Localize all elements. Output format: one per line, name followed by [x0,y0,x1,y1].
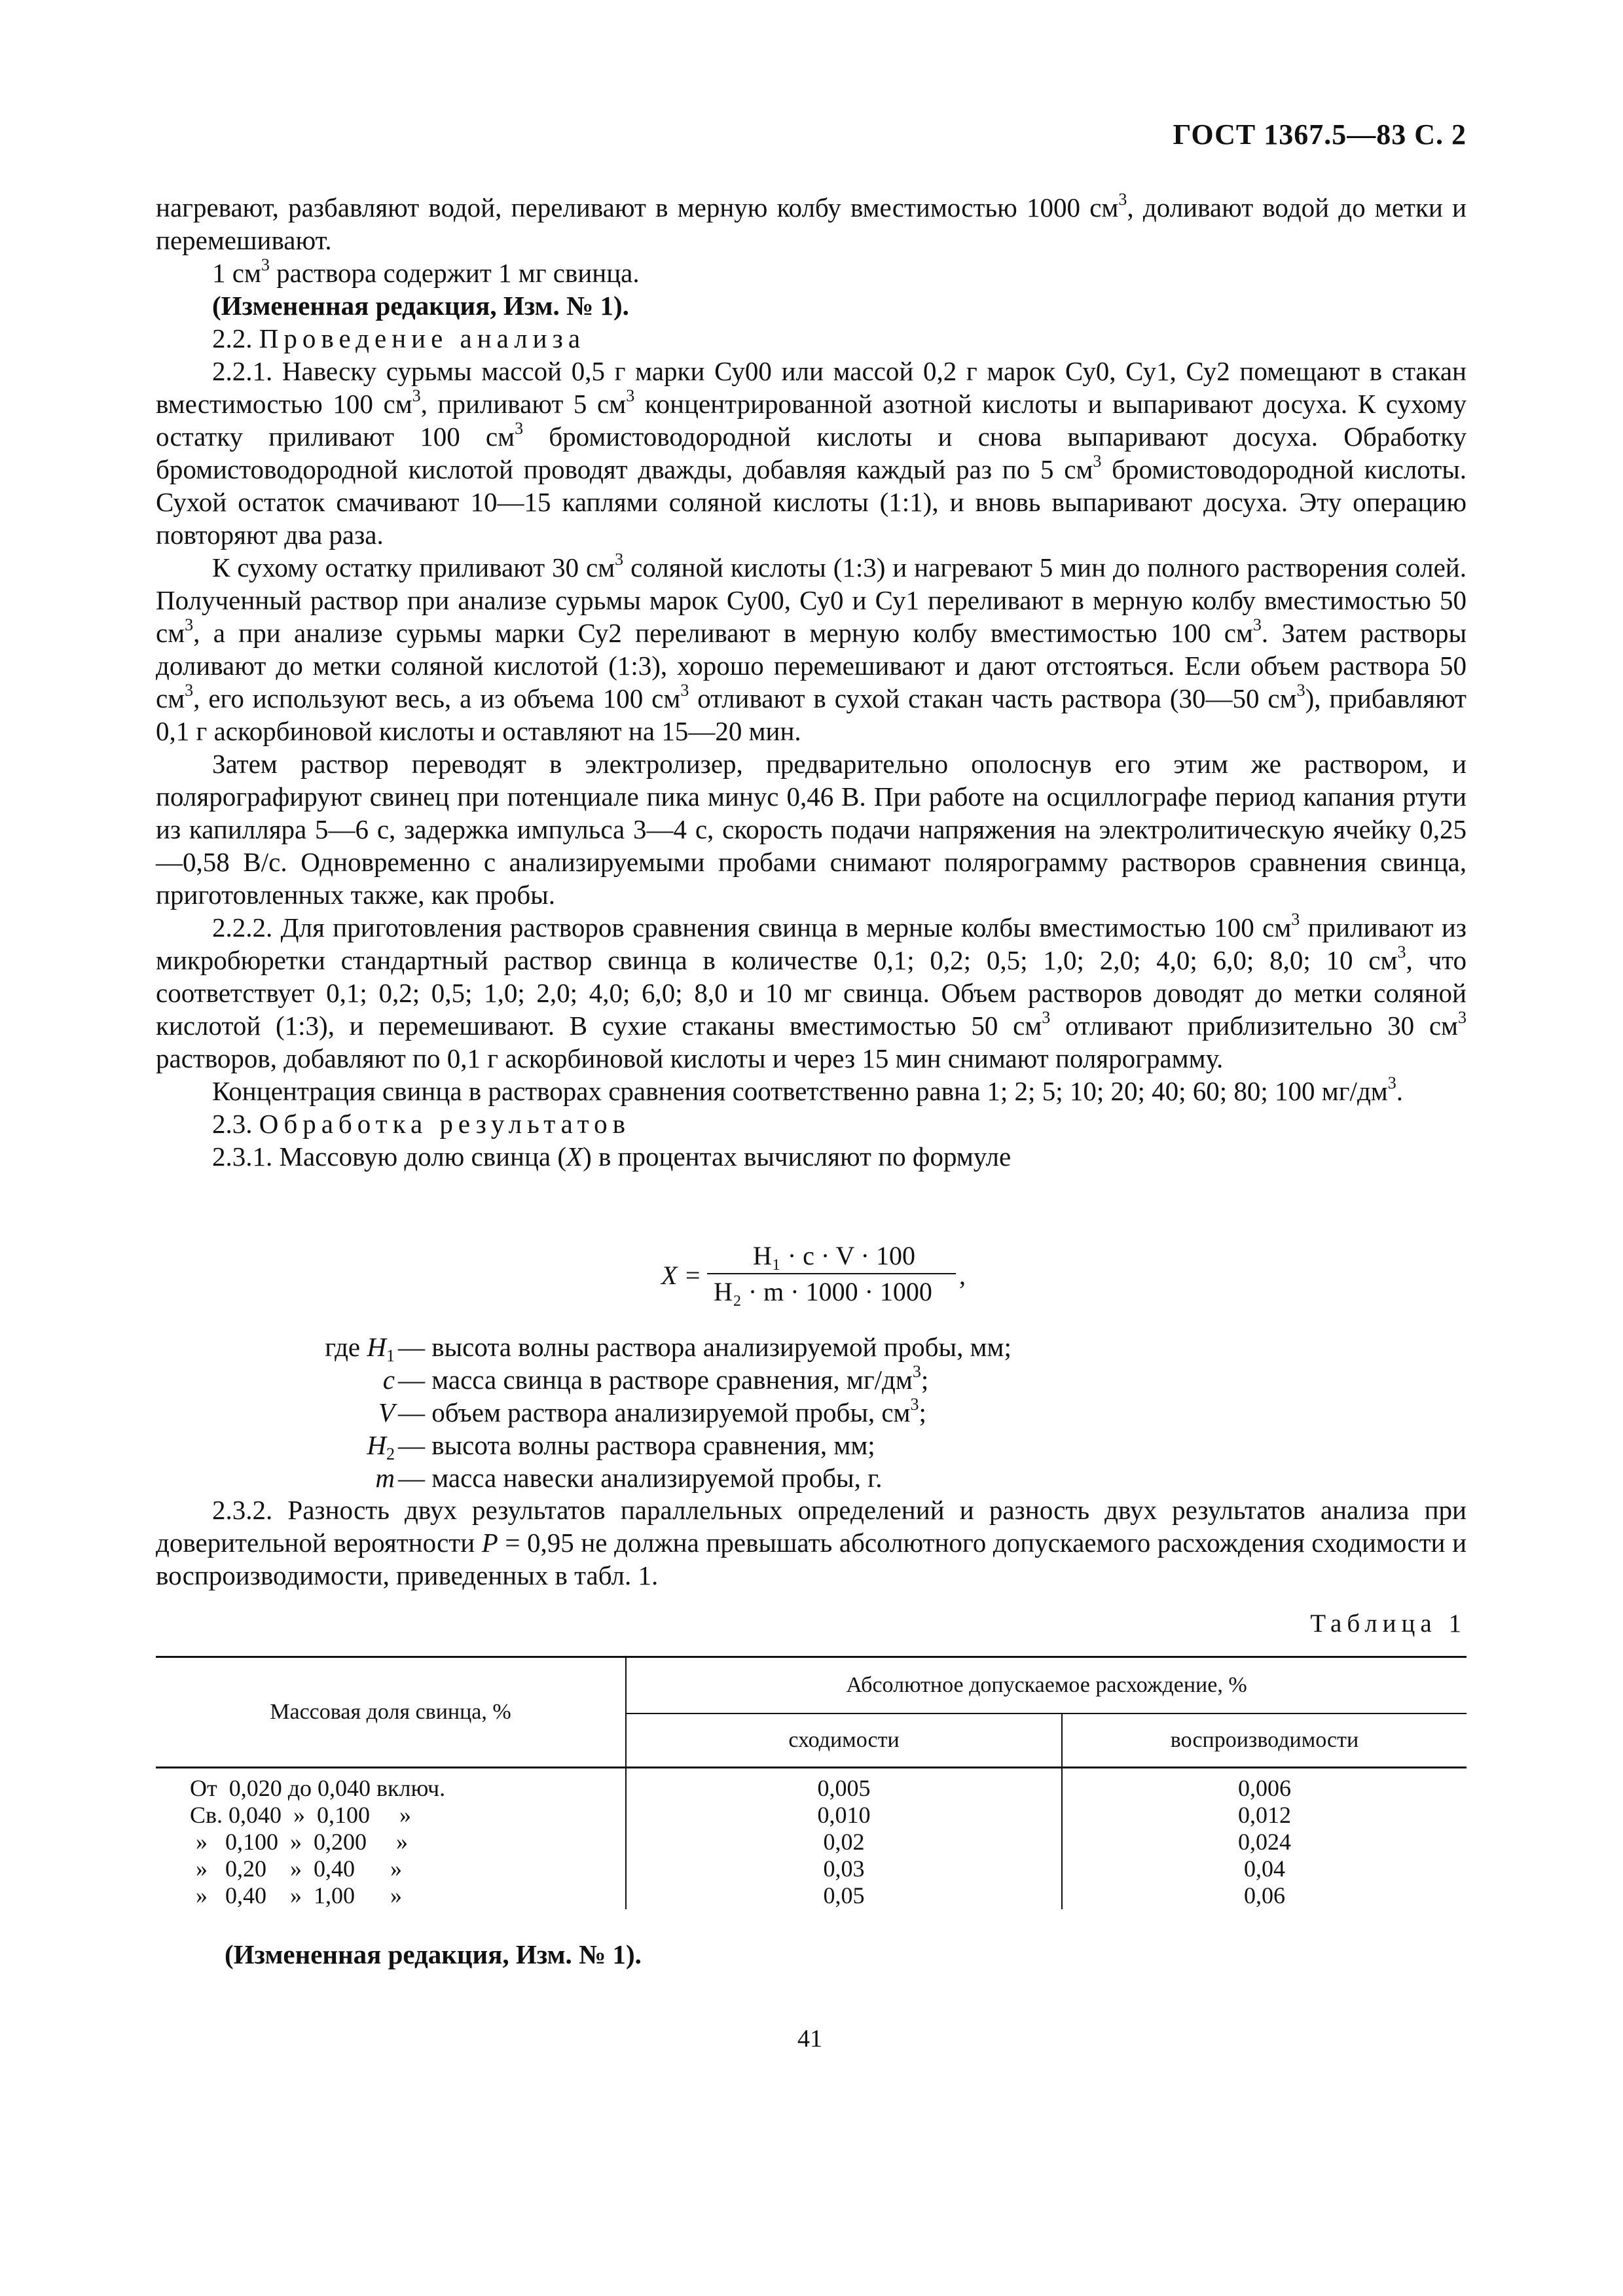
paragraph-2-2-1: 2.2.1. Навеску сурьмы массой 0,5 г марки Су00 или массой 0,2 г марок Су0, Су1, Су2 помещают в стакан вместимостью 100 $см^3$, приливают 5 $см^3$ концентрированной азотной кислоты и выпаривают досуха. К сухому остатку приливают 100 $см^3$ бромистоводородной кислоты и снова выпаривают досуха. Обработку бромистоводородной кислотой проводят дважды, добавляя каждый раз по 5 $см^3$ бромистоводородной кислоты. Сухой остаток смачивают 10—15 каплями соляной кислоты (1:1), и вновь выпаривают досуха. Эту операцию повторяют два раза. [156,356,1467,550]
variable-symbol: где $H_1$ [325,1332,395,1365]
cell-reproducibility: 0,04 [1244,1856,1285,1882]
cell-reproducibility: 0,012 [1238,1802,1291,1828]
variable-definition [156,1363,1467,1396]
variable-definition [156,1462,1467,1494]
col-header-convergence: сходимости [626,1713,1062,1768]
cell-mass-fraction-range: От 0,020 до 0,040 включ. [156,1768,626,1803]
paragraph-2-3-2-block [156,1494,1467,1592]
cell-mass-fraction-range: Св. 0,040 » 0,100 » [156,1802,626,1829]
table-row [156,1882,1467,1909]
variable-description: — масса свинца в растворе сравнения, $мг/дм^3$; [398,1362,929,1395]
variable-definition [156,1331,1467,1363]
variable-symbol: $H_2$ [367,1430,395,1463]
cell-reproducibility: 0,06 [1244,1882,1285,1909]
variable-definition [156,1396,1467,1429]
section-2-2-title: 2.2. Проведение анализа [212,323,586,353]
group-header-tolerance: Абсолютное допускаемое расхождение, % [626,1657,1467,1714]
variable-symbol: m [375,1463,395,1493]
table-row [156,1856,1467,1882]
variable-description: — масса навески анализируемой пробы, г. [398,1463,883,1493]
cell-mass-fraction-range: » 0,40 » 1,00 » [156,1882,626,1909]
cell-reproducibility: 0,024 [1238,1829,1291,1855]
formula-lhs: X = [661,1261,702,1290]
paragraph-1: нагревают, разбавляют водой, переливают в мерную колбу вместимостью 1000 $см^3$, доливают водой до метки и перемешивают. [156,190,1467,255]
table-row [156,1802,1467,1829]
cell-convergence: 0,02 [626,1829,1062,1856]
col-header-mass-fraction: Массовая доля свинца, % [156,1657,626,1768]
paragraph-2-3-1: 2.3.1. Массовую долю свинца (X) в процентах вычисляют по формуле [212,1141,1012,1172]
variable-description: — высота волны раствора сравнения, мм; [398,1430,875,1460]
tolerance-table [156,1656,1467,1909]
cell-convergence: 0,010 [626,1802,1062,1829]
cell-reproducibility: 0,006 [1238,1775,1291,1801]
amendment-note: (Измененная редакция, Изм. № 1). [212,291,629,321]
section-2-3-title: 2.3. Обработка результатов [212,1109,631,1139]
table-caption: Таблица 1 [1310,1609,1467,1638]
variable-definition [156,1429,1467,1462]
variable-definitions [156,1331,1467,1494]
formula-denominator: H₂ · m · 1000 · 1000 [714,1277,932,1306]
cell-mass-fraction-range: » 0,100 » 0,200 » [156,1829,626,1856]
cell-convergence: 0,03 [626,1856,1062,1882]
formula-numerator: H₁ · c · V · 100 [753,1241,915,1270]
fraction-bar [707,1273,956,1274]
page-number: 41 [797,2025,822,2053]
table-row [156,1768,1467,1803]
variable-symbol: V [378,1397,395,1427]
paragraph-2-3-2: 2.3.2. Разность двух результатов параллельных определений и разность двух результатов анализа при доверительной вероятности P = 0,95 не должна превышать абсолютного допускаемого расхождения сходимости и воспроизводимости, приведенных в табл. 1. [156,1495,1467,1590]
variable-symbol: c [382,1365,395,1395]
cell-convergence: 0,05 [626,1882,1062,1909]
cell-convergence: 0,005 [626,1768,1062,1803]
cell-mass-fraction-range: » 0,20 » 0,40 » [156,1856,626,1882]
paragraph-electrolyzer: Затем раствор переводят в электролизер, предварительно ополоснув его этим же раствором, и полярографируют свинец при потенциале пика минус 0,46 В. При работе на осциллографе период капания ртути из капилляра 5—6 с, задержка импульса 3—4 с, скорость подачи напряжения на электролитическую ячейку 0,25—0,58 В/с. Одновременно с анализируемыми пробами снимают полярограмму растворов сравнения свинца, приготовленных также, как пробы. [156,749,1467,910]
page-header: ГОСТ 1367.5—83 С. 2 [1173,118,1467,151]
paragraph-2: 1 $см^3$ раствора содержит 1 мг свинца. [212,255,640,288]
paragraph-2-2-2: 2.2.2. Для приготовления растворов сравнения свинца в мерные колбы вместимостью 100 $см^3$ приливают из микробюретки стандартный раствор свинца в количестве 0,1; 0,2; 0,5; 1,0; 2,0; 4,0; 6,0; 8,0; 10 $см^3$, что соответствует 0,1; 0,2; 0,5; 1,0; 2,0; 4,0; 6,0; 8,0 и 10 мг свинца. Объем растворов доводят до метки соляной кислотой (1:3), и перемешивают. В сухие стаканы вместимостью 50 $см^3$ отливают приблизительно 30 $см^3$ растворов, добавляют по 0,1 г аскорбиновой кислоты и через 15 мин снимают полярограмму. [156,910,1467,1073]
mass-fraction-formula [661,1240,1054,1312]
paragraph-concentration: Концентрация свинца в растворах сравнения соответственно равна 1; 2; 5; 10; 20; 40; 60; 80; 100 $мг/дм^3$. [212,1073,1404,1106]
table-row [156,1829,1467,1856]
variable-description: — высота волны раствора анализируемой пробы, мм; [398,1332,1012,1362]
col-header-reproducibility: воспроизводимости [1062,1713,1467,1768]
formula-trail: , [959,1261,966,1290]
amendment-note-footer: (Измененная редакция, Изм. № 1). [225,1939,642,1969]
body-text [156,191,1467,1173]
variable-description: — объем раствора анализируемой пробы, $см^3$; [398,1395,926,1427]
paragraph-dry-residue: К сухому остатку приливают 30 $см^3$ соляной кислоты (1:3) и нагревают 5 мин до полного растворения солей. Полученный раствор при анализе сурьмы марок Су00, Су0 и Су1 переливают в мерную колбу вместимостью 50 $см^3$, а при анализе сурьмы марки Су2 переливают в мерную колбу вместимостью 100 $см^3$. Затем растворы доливают до метки соляной кислотой (1:3), хорошо перемешивают и дают отстояться. Если объем раствора 50 $см^3$, его используют весь, а из объема 100 $см^3$ отливают в сухой стакан часть раствора (30—50 $см^3$), прибавляют 0,1 г аскорбиновой кислоты и оставляют на 15—20 мин. [156,550,1467,746]
